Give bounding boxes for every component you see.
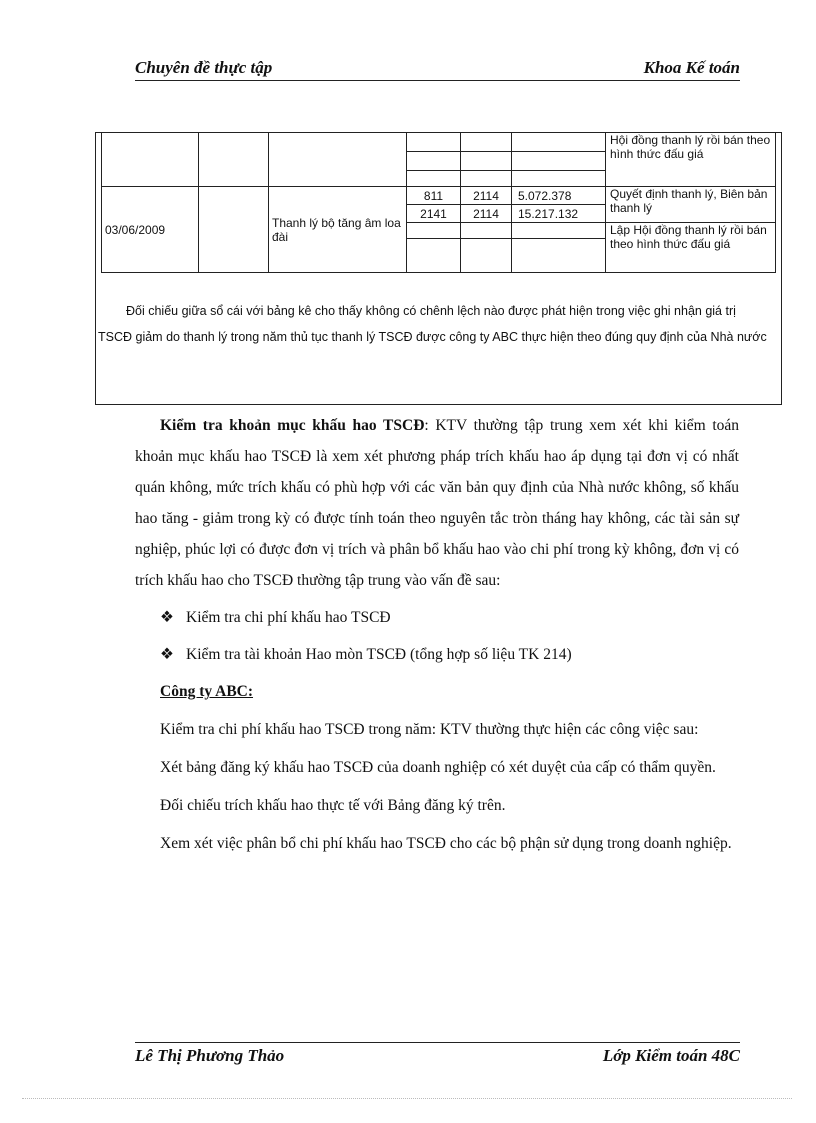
description-cell: Thanh lý bộ tăng âm loa đài — [269, 187, 407, 273]
table-row — [102, 187, 776, 205]
liquidation-table — [101, 132, 776, 273]
paragraph — [135, 828, 739, 859]
paragraph-text: Đối chiếu trích khấu hao thực tế với Bảng đăng ký trên. — [160, 797, 506, 814]
paragraph-text: Xét bảng đăng ký khấu hao TSCĐ của doanh nghiệp có xét duyệt của cấp có thẩm quyền. — [160, 759, 716, 776]
footer-class: Lớp Kiểm toán 48C — [602, 1046, 740, 1065]
paragraph-text: Xem xét việc phân bổ chi phí khấu hao TSCĐ cho các bộ phận sử dụng trong doanh nghiệp. — [160, 835, 732, 852]
list-item-text: Kiểm tra tài khoản Hao mòn TSCĐ (tổng hợp số liệu TK 214) — [186, 646, 572, 663]
section-heading: Kiểm tra khoản mục khấu hao TSCĐ — [160, 417, 425, 434]
paragraph — [135, 410, 739, 596]
page-bottom-divider — [22, 1098, 792, 1099]
paragraph — [135, 714, 739, 745]
footer-author: Lê Thị Phương Thảo — [135, 1046, 285, 1065]
date-cell: 03/06/2009 — [102, 187, 199, 273]
header-title: Chuyên đề thực tập — [135, 58, 273, 77]
main-body — [135, 410, 739, 859]
paragraph — [135, 790, 739, 821]
paragraph-text: Kiểm tra chi phí khấu hao TSCĐ trong năm: KTV thường thực hiện các công việc sau: — [160, 721, 699, 738]
note-cell: Hội đồng thanh lý rồi bán theo hình thức đấu giá — [606, 133, 776, 187]
list-item-text: Kiểm tra chi phí khấu hao TSCĐ — [186, 609, 391, 626]
note-cell: Quyết định thanh lý, Biên bản thanh lý — [606, 187, 776, 223]
amount-cell: 15.217.132 — [512, 205, 606, 223]
header-department: Khoa Kế toán — [643, 58, 740, 77]
page-footer — [135, 1042, 740, 1067]
list-item — [160, 639, 739, 670]
credit-cell: 2114 — [461, 205, 512, 223]
list-item — [160, 602, 739, 633]
paragraph — [135, 752, 739, 783]
credit-cell: 2114 — [461, 187, 512, 205]
diamond-bullet-icon: ❖ — [160, 609, 174, 626]
debit-cell: 811 — [407, 187, 461, 205]
note-cell: Lập Hội đồng thanh lý rồi bán theo hình thức đấu giá — [606, 223, 776, 273]
table-row — [102, 133, 776, 152]
diamond-bullet-icon: ❖ — [160, 646, 174, 663]
paragraph-text: : KTV thường tập trung xem xét khi kiểm toán khoản mục khấu hao TSCĐ là xem xét phương pháp trích khấu hao áp dụng tại đơn vị có nhất quán không, mức trích khấu có phù hợp với các văn bản quy định của Nhà nước không, số khấu hao tăng - giảm trong kỳ có được tính toán theo nguyên tắc tròn tháng hay không, các tài sản sự nghiệp, phúc lợi có được đơn vị trích và phân bổ khấu hao vào chi phí trong kỳ không, đơn vị có trích khấu hao cho TSCĐ thường tập trung vào vấn đề sau: — [135, 417, 739, 589]
page-header — [135, 58, 740, 81]
company-heading: Công ty ABC: — [160, 683, 254, 700]
amount-cell: 5.072.378 — [512, 187, 606, 205]
debit-cell: 2141 — [407, 205, 461, 223]
conclusion-paragraph: Đối chiếu giữa sổ cái với bảng kê cho thấy không có chênh lệch nào được phát hiện trong việc ghi nhận giá trị TSCĐ giảm do thanh lý trong năm thủ tục thanh lý TSCĐ được công ty ABC thực hiện theo đúng quy định của Nhà nước — [98, 304, 767, 344]
conclusion-text — [98, 298, 768, 350]
